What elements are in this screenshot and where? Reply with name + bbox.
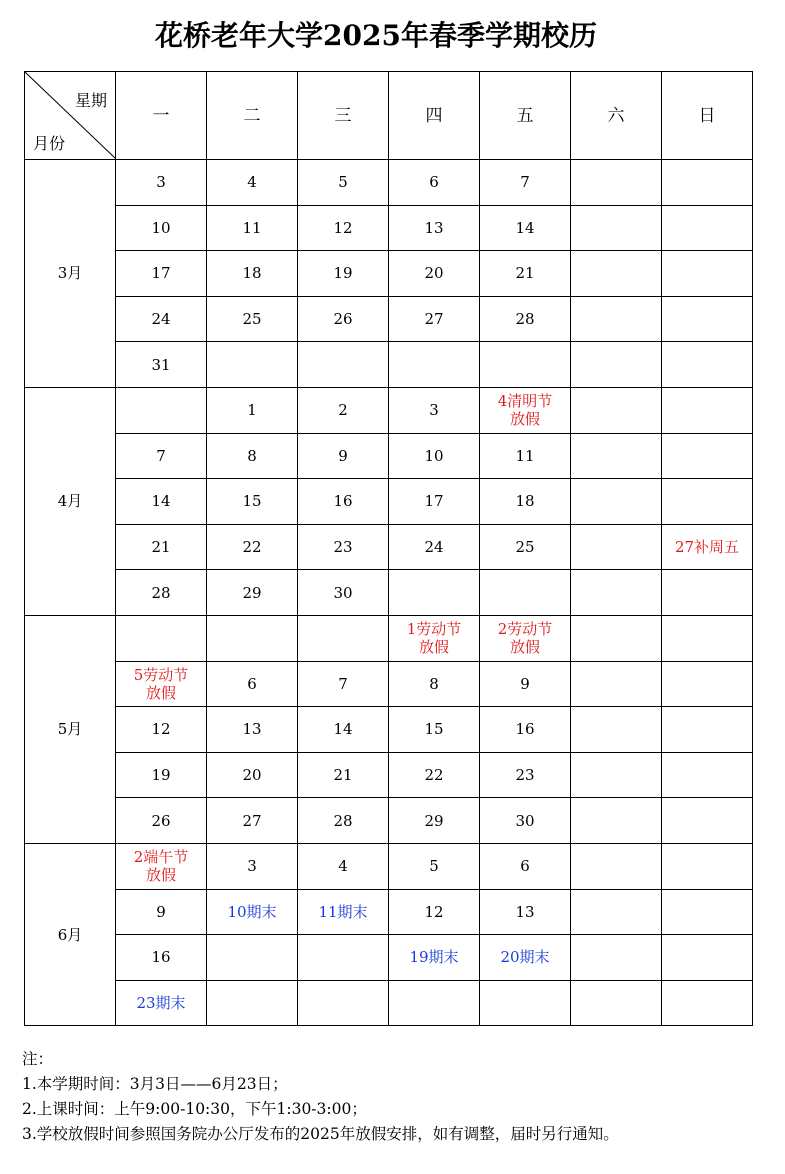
- month-label: 4月: [25, 387, 116, 615]
- day-cell: [116, 251, 207, 297]
- day-cell: [207, 433, 298, 479]
- day-cell: [116, 980, 207, 1026]
- day-cell: [116, 387, 207, 433]
- day-text: 28: [515, 310, 535, 329]
- day-cell: [389, 479, 480, 525]
- day-cell: [116, 524, 207, 570]
- day-cell: [662, 296, 753, 342]
- day-cell: [207, 342, 298, 388]
- day-text: 1: [247, 401, 257, 420]
- day-cell: [116, 342, 207, 388]
- day-cell: [298, 889, 389, 935]
- note-item: 3.学校放假时间参照国务院办公厅发布的2025年放假安排，如有调整，届时另行通知。: [22, 1125, 619, 1143]
- day-cell: [480, 615, 571, 661]
- day-cell: [207, 296, 298, 342]
- day-cell: [662, 251, 753, 297]
- day-cell: [571, 980, 662, 1026]
- day-header-fri: 五: [480, 72, 571, 160]
- week-row: [25, 205, 753, 251]
- day-text: 7: [520, 173, 530, 192]
- note-item: 1.本学期时间：3月3日——6月23日；: [22, 1075, 288, 1093]
- note-item: 2.上课时间：上午9:00-10:30，下午1:30-3:00；: [22, 1100, 367, 1118]
- day-text: 26: [151, 811, 171, 830]
- day-cell: [116, 935, 207, 981]
- day-cell: [571, 707, 662, 753]
- day-text: 21: [333, 766, 353, 785]
- day-cell: [571, 935, 662, 981]
- day-text: 3: [156, 173, 166, 192]
- month-label: 6月: [25, 843, 116, 1025]
- day-text: 2: [338, 401, 348, 420]
- day-cell: [662, 889, 753, 935]
- day-text: 5: [429, 857, 439, 876]
- day-text: 21: [151, 538, 171, 557]
- day-text: 13: [515, 902, 535, 921]
- day-cell: [298, 752, 389, 798]
- day-cell: [207, 479, 298, 525]
- day-note: 放假: [509, 638, 540, 657]
- week-row: [25, 935, 753, 981]
- day-cell: [571, 205, 662, 251]
- week-row: [25, 433, 753, 479]
- day-cell: [480, 980, 571, 1026]
- day-cell: [662, 342, 753, 388]
- day-cell: [480, 205, 571, 251]
- day-text: 23: [515, 766, 535, 785]
- week-row: [25, 889, 753, 935]
- day-text: 14: [515, 218, 535, 237]
- day-text: 19: [151, 766, 171, 785]
- day-cell: [480, 935, 571, 981]
- day-cell: [480, 160, 571, 206]
- day-text: 2端午节: [133, 848, 189, 867]
- day-text: 10: [424, 446, 444, 465]
- day-text: 4: [338, 857, 348, 876]
- day-text: 25: [242, 310, 262, 329]
- day-cell: [298, 524, 389, 570]
- day-cell: [298, 707, 389, 753]
- day-text: 4: [247, 173, 257, 192]
- day-cell: [298, 160, 389, 206]
- day-cell: [480, 707, 571, 753]
- day-cell: [662, 570, 753, 616]
- day-text: 12: [424, 902, 444, 921]
- day-cell: [480, 798, 571, 844]
- day-cell: [207, 798, 298, 844]
- day-text: 9: [520, 674, 530, 693]
- day-cell: [571, 296, 662, 342]
- day-cell: [662, 160, 753, 206]
- month-label: 3月: [25, 160, 116, 388]
- day-cell: [207, 661, 298, 707]
- day-note: 放假: [145, 866, 176, 885]
- day-cell: [207, 205, 298, 251]
- day-cell: [480, 661, 571, 707]
- day-text: 14: [333, 720, 353, 739]
- week-row: [25, 342, 753, 388]
- day-header-mon: 一: [116, 72, 207, 160]
- day-text: 13: [242, 720, 262, 739]
- day-cell: [207, 615, 298, 661]
- day-text: 20: [424, 264, 444, 283]
- day-cell: [207, 707, 298, 753]
- day-text: 23: [333, 538, 353, 557]
- day-text: 2劳动节: [497, 620, 553, 639]
- calendar-body: [25, 72, 753, 1026]
- day-text: 10: [151, 218, 171, 237]
- notes-heading: 注：: [22, 1050, 54, 1068]
- calendar-table: [24, 71, 753, 1026]
- day-cell: [298, 843, 389, 889]
- page-title: 花桥老年大学2025年春季学期校历: [155, 19, 597, 52]
- day-header-tue: 二: [207, 72, 298, 160]
- day-cell: [389, 160, 480, 206]
- day-text: 18: [515, 492, 535, 511]
- day-cell: [662, 752, 753, 798]
- day-text: 3: [429, 401, 439, 420]
- day-cell: [389, 615, 480, 661]
- day-cell: [389, 387, 480, 433]
- day-cell: [298, 615, 389, 661]
- week-row: [25, 160, 753, 206]
- day-cell: [298, 387, 389, 433]
- day-text: 7: [338, 674, 348, 693]
- day-cell: [662, 661, 753, 707]
- day-cell: [207, 160, 298, 206]
- day-cell: [662, 980, 753, 1026]
- day-cell: [480, 251, 571, 297]
- day-text: 19期末: [409, 948, 459, 967]
- day-cell: [571, 661, 662, 707]
- day-note: 放假: [418, 638, 449, 657]
- day-text: 24: [151, 310, 171, 329]
- day-text: 30: [515, 811, 535, 830]
- day-cell: [389, 707, 480, 753]
- day-cell: [207, 524, 298, 570]
- day-text: 14: [151, 492, 171, 511]
- day-note: 放假: [509, 410, 540, 429]
- day-cell: [116, 570, 207, 616]
- day-text: 12: [333, 218, 353, 237]
- day-cell: [571, 524, 662, 570]
- day-cell: [571, 342, 662, 388]
- day-text: 13: [424, 218, 444, 237]
- month-label: 5月: [25, 615, 116, 843]
- day-text: 9: [338, 446, 348, 465]
- day-text: 9: [156, 902, 166, 921]
- day-cell: [389, 524, 480, 570]
- day-text: 21: [515, 264, 535, 283]
- day-cell: [571, 889, 662, 935]
- day-text: 22: [242, 538, 262, 557]
- day-cell: [571, 387, 662, 433]
- day-text: 27: [242, 811, 262, 830]
- day-cell: [116, 433, 207, 479]
- day-cell: [480, 387, 571, 433]
- day-cell: [298, 342, 389, 388]
- day-cell: [207, 889, 298, 935]
- day-text: 16: [333, 492, 353, 511]
- day-cell: [571, 615, 662, 661]
- day-text: 29: [242, 583, 262, 602]
- day-header-thu: 四: [389, 72, 480, 160]
- day-cell: [662, 707, 753, 753]
- day-cell: [662, 479, 753, 525]
- day-cell: [571, 251, 662, 297]
- week-row: [25, 251, 753, 297]
- day-text: 10期末: [227, 902, 277, 921]
- day-cell: [116, 798, 207, 844]
- week-row: [25, 798, 753, 844]
- day-cell: [389, 342, 480, 388]
- day-cell: [298, 433, 389, 479]
- day-cell: [116, 296, 207, 342]
- day-cell: [207, 980, 298, 1026]
- day-text: 23期末: [136, 993, 186, 1012]
- day-cell: [389, 752, 480, 798]
- day-text: 17: [424, 492, 444, 511]
- week-row: [25, 615, 753, 661]
- notes: [22, 1047, 619, 1147]
- day-cell: [389, 251, 480, 297]
- day-header-wed: 三: [298, 72, 389, 160]
- day-note: 放假: [145, 683, 176, 702]
- day-cell: [207, 935, 298, 981]
- day-cell: [662, 843, 753, 889]
- day-cell: [480, 524, 571, 570]
- day-text: 15: [242, 492, 262, 511]
- day-cell: [571, 570, 662, 616]
- day-cell: [480, 296, 571, 342]
- day-text: 11: [515, 446, 535, 465]
- day-text: 20期末: [500, 948, 550, 967]
- day-header-sat: 六: [571, 72, 662, 160]
- day-cell: [662, 798, 753, 844]
- day-text: 4清明节: [497, 392, 553, 411]
- day-cell: [389, 296, 480, 342]
- day-text: 19: [333, 264, 353, 283]
- day-text: 8: [429, 674, 439, 693]
- day-text: 8: [247, 446, 257, 465]
- day-text: 12: [151, 720, 171, 739]
- day-text: 29: [424, 811, 444, 830]
- day-cell: [298, 296, 389, 342]
- day-cell: [207, 251, 298, 297]
- day-cell: [571, 433, 662, 479]
- corner-cell: [25, 72, 116, 160]
- week-row: [25, 570, 753, 616]
- day-cell: [389, 935, 480, 981]
- day-text: 16: [151, 948, 171, 967]
- day-cell: [571, 160, 662, 206]
- day-cell: [480, 342, 571, 388]
- day-cell: [207, 570, 298, 616]
- day-cell: [207, 387, 298, 433]
- day-cell: [662, 615, 753, 661]
- day-text: 11: [242, 218, 262, 237]
- day-cell: [116, 889, 207, 935]
- day-cell: [480, 843, 571, 889]
- day-cell: [298, 798, 389, 844]
- week-row: [25, 752, 753, 798]
- day-cell: [389, 889, 480, 935]
- day-cell: [116, 160, 207, 206]
- day-cell: [389, 661, 480, 707]
- day-cell: [571, 752, 662, 798]
- day-cell: [571, 843, 662, 889]
- day-text: 3: [247, 857, 257, 876]
- day-text: 6: [429, 173, 439, 192]
- day-cell: [116, 205, 207, 251]
- day-text: 22: [424, 766, 444, 785]
- day-cell: [571, 798, 662, 844]
- day-text: 25: [515, 538, 535, 557]
- day-cell: [389, 798, 480, 844]
- day-cell: [662, 387, 753, 433]
- day-text: 6: [520, 857, 530, 876]
- day-cell: [571, 479, 662, 525]
- day-cell: [389, 980, 480, 1026]
- day-cell: [480, 570, 571, 616]
- day-header-sun: 日: [662, 72, 753, 160]
- day-cell: [480, 433, 571, 479]
- header-row: [25, 72, 753, 160]
- day-cell: [116, 479, 207, 525]
- corner-week-label: 星期: [74, 91, 107, 110]
- day-text: 15: [424, 720, 444, 739]
- day-text: 11期末: [318, 902, 368, 921]
- day-text: 7: [156, 446, 166, 465]
- day-cell: [480, 752, 571, 798]
- day-text: 16: [515, 720, 535, 739]
- day-cell: [116, 843, 207, 889]
- day-cell: [116, 707, 207, 753]
- day-cell: [662, 524, 753, 570]
- day-cell: [116, 661, 207, 707]
- day-text: 5劳动节: [133, 665, 189, 684]
- day-cell: [298, 980, 389, 1026]
- day-cell: [480, 889, 571, 935]
- day-cell: [207, 843, 298, 889]
- day-cell: [389, 205, 480, 251]
- week-row: [25, 387, 753, 433]
- week-row: [25, 707, 753, 753]
- day-text: 18: [242, 264, 262, 283]
- week-row: [25, 296, 753, 342]
- day-text: 27: [424, 310, 444, 329]
- week-row: [25, 661, 753, 707]
- day-text: 1劳动节: [406, 620, 462, 639]
- day-cell: [116, 615, 207, 661]
- day-cell: [298, 661, 389, 707]
- day-text: 31: [151, 355, 171, 374]
- day-text: 27补周五: [674, 538, 740, 557]
- day-text: 28: [151, 583, 171, 602]
- day-cell: [480, 479, 571, 525]
- day-cell: [662, 205, 753, 251]
- day-text: 20: [242, 766, 262, 785]
- day-cell: [389, 843, 480, 889]
- day-cell: [298, 479, 389, 525]
- day-cell: [298, 570, 389, 616]
- day-cell: [298, 251, 389, 297]
- day-text: 30: [333, 583, 353, 602]
- day-text: 5: [338, 173, 348, 192]
- week-row: [25, 524, 753, 570]
- day-cell: [389, 570, 480, 616]
- week-row: [25, 843, 753, 889]
- day-text: 6: [247, 674, 257, 693]
- day-text: 28: [333, 811, 353, 830]
- day-cell: [662, 935, 753, 981]
- week-row: [25, 479, 753, 525]
- day-cell: [389, 433, 480, 479]
- day-cell: [298, 205, 389, 251]
- week-row: [25, 980, 753, 1026]
- day-cell: [207, 752, 298, 798]
- day-text: 26: [333, 310, 353, 329]
- day-text: 24: [424, 538, 444, 557]
- day-cell: [298, 935, 389, 981]
- corner-month-label: 月份: [33, 134, 66, 153]
- day-cell: [116, 752, 207, 798]
- day-cell: [662, 433, 753, 479]
- day-text: 17: [151, 264, 171, 283]
